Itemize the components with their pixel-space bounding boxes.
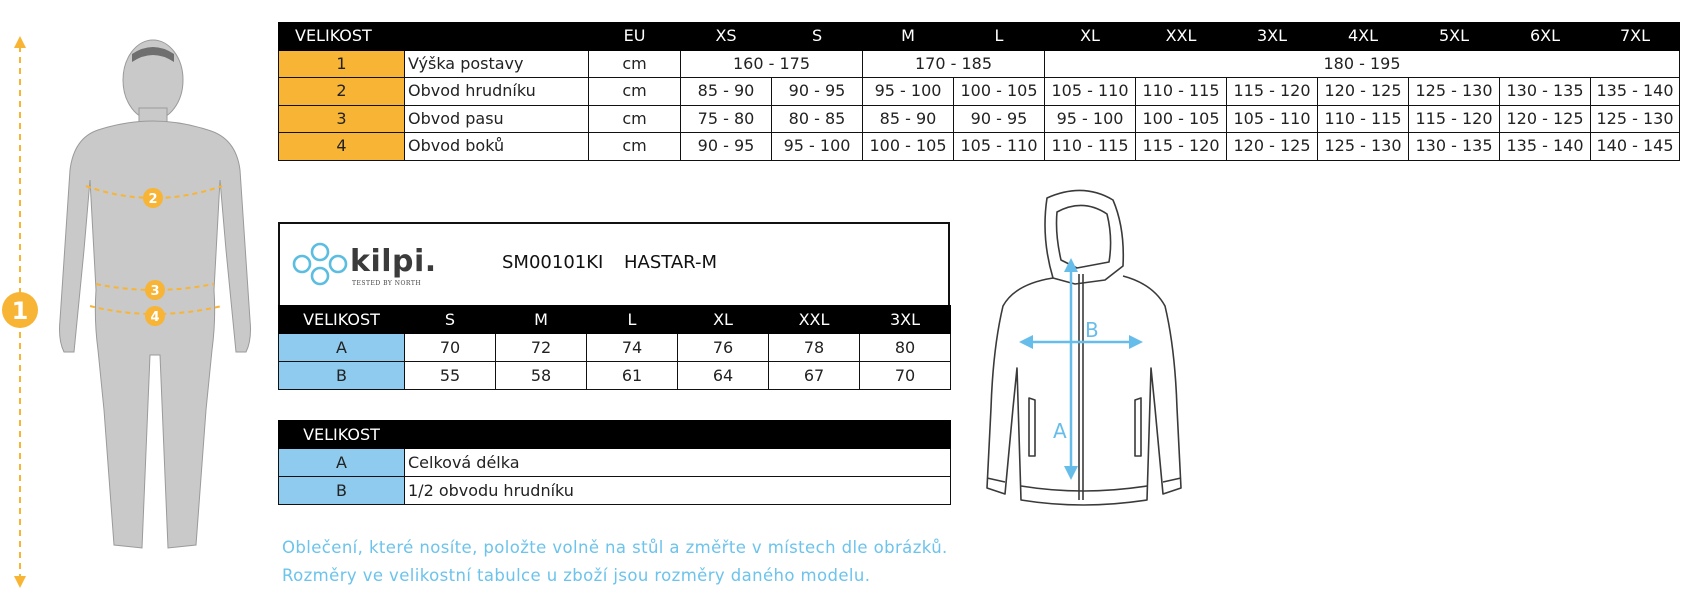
table-cell: 80 - 85 <box>772 105 863 133</box>
row-number: 2 <box>279 78 405 106</box>
table-cell: 76 <box>678 334 769 362</box>
svg-text:3: 3 <box>150 284 160 299</box>
table-cell: 135 - 140 <box>1500 133 1591 161</box>
table-cell: 61 <box>587 362 678 390</box>
table-cell: 55 <box>405 362 496 390</box>
height-arrow-bottom-icon <box>14 576 26 588</box>
row-label: Obvod hrudníku <box>405 78 589 106</box>
header-velikost: VELIKOST <box>279 306 405 334</box>
table-cell: 115 - 120 <box>1227 78 1318 106</box>
size-table-header <box>279 23 1680 51</box>
row-label: Obvod boků <box>405 133 589 161</box>
table-cell: 67 <box>769 362 860 390</box>
table-cell: 100 - 105 <box>1136 105 1227 133</box>
length-arrow <box>1064 258 1078 480</box>
jacket-label-a: A <box>1053 419 1067 443</box>
row-number: 1 <box>279 50 405 78</box>
table-cell: 70 <box>860 362 951 390</box>
legend-table-header <box>279 421 951 449</box>
table-cell: 72 <box>496 334 587 362</box>
row-unit: cm <box>589 78 681 106</box>
header-l: L <box>954 23 1045 51</box>
table-cell: 74 <box>587 334 678 362</box>
row-unit: cm <box>589 50 681 78</box>
table-cell: 110 - 115 <box>1136 78 1227 106</box>
header-s: S <box>405 306 496 334</box>
table-cell: 140 - 145 <box>1591 133 1680 161</box>
table-cell: 130 - 135 <box>1500 78 1591 106</box>
table-cell: 125 - 130 <box>1591 105 1680 133</box>
table-cell: 110 - 115 <box>1318 105 1409 133</box>
header-6xl: 6XL <box>1500 23 1591 51</box>
row-label: A <box>279 334 405 362</box>
header-eu: EU <box>589 23 681 51</box>
svg-text:1: 1 <box>11 297 29 325</box>
header-s: S <box>772 23 863 51</box>
table-cell: 130 - 135 <box>1409 133 1500 161</box>
header-xxl: XXL <box>769 306 860 334</box>
marker-2 <box>143 188 163 208</box>
header-xl: XL <box>678 306 769 334</box>
table-row <box>279 449 951 477</box>
header-m: M <box>863 23 954 51</box>
table-cell: 105 - 110 <box>1045 78 1136 106</box>
height-arrow-top-icon <box>14 36 26 48</box>
marker-4 <box>145 306 165 326</box>
table-cell: 85 - 90 <box>681 78 772 106</box>
table-row <box>279 362 951 390</box>
table-cell: 75 - 80 <box>681 105 772 133</box>
header-velikost: VELIKOST <box>279 421 405 449</box>
table-row <box>279 50 1680 78</box>
table-cell: 105 - 110 <box>1227 105 1318 133</box>
row-label: B <box>279 362 405 390</box>
row-number: 3 <box>279 105 405 133</box>
table-cell: 160 - 175 <box>681 50 863 78</box>
svg-text:4: 4 <box>150 310 160 325</box>
marker-1 <box>2 292 38 328</box>
chest-width-arrow <box>1019 335 1143 349</box>
table-cell: 135 - 140 <box>1591 78 1680 106</box>
table-cell: 70 <box>405 334 496 362</box>
size-table <box>278 22 1680 161</box>
table-cell: 78 <box>769 334 860 362</box>
row-unit: cm <box>589 133 681 161</box>
product-header <box>278 222 950 305</box>
table-cell: 58 <box>496 362 587 390</box>
jacket-label-b: B <box>1085 318 1099 342</box>
row-number: 4 <box>279 133 405 161</box>
brand-tagline: TESTED BY NORTH <box>352 280 422 287</box>
table-cell: 85 - 90 <box>863 105 954 133</box>
table-cell: 105 - 110 <box>954 133 1045 161</box>
product-name: HASTAR-M <box>624 252 717 273</box>
table-cell: 115 - 120 <box>1136 133 1227 161</box>
header-4xl: 4XL <box>1318 23 1409 51</box>
table-cell: 180 - 195 <box>1045 50 1680 78</box>
legend-table <box>278 420 951 505</box>
table-cell: 100 - 105 <box>863 133 954 161</box>
header-blank <box>405 421 951 449</box>
header-xl: XL <box>1045 23 1136 51</box>
marker-3 <box>145 280 165 300</box>
product-code: SM00101KI <box>502 252 604 273</box>
table-row <box>279 78 1680 106</box>
table-cell: 90 - 95 <box>681 133 772 161</box>
row-label: Obvod pasu <box>405 105 589 133</box>
row-description: 1/2 obvodu hrudníku <box>405 477 951 505</box>
table-row <box>279 133 1680 161</box>
header-l: L <box>587 306 678 334</box>
model-table-header <box>279 306 951 334</box>
table-cell: 95 - 100 <box>772 133 863 161</box>
model-size-table <box>278 305 951 390</box>
table-row <box>279 477 951 505</box>
table-cell: 90 - 95 <box>772 78 863 106</box>
header-m: M <box>496 306 587 334</box>
table-cell: 170 - 185 <box>863 50 1045 78</box>
header-xs: XS <box>681 23 772 51</box>
row-label: Výška postavy <box>405 50 589 78</box>
body-measurement-figure <box>0 0 270 593</box>
table-cell: 125 - 130 <box>1318 133 1409 161</box>
header-7xl: 7XL <box>1591 23 1680 51</box>
table-cell: 95 - 100 <box>863 78 954 106</box>
table-cell: 100 - 105 <box>954 78 1045 106</box>
svg-text:2: 2 <box>148 192 158 207</box>
table-row <box>279 334 951 362</box>
table-cell: 120 - 125 <box>1227 133 1318 161</box>
table-cell: 64 <box>678 362 769 390</box>
measure-note: Oblečení, které nosíte, položte volně na stůl a změřte v místech dle obrázků. <box>282 538 948 557</box>
table-cell: 80 <box>860 334 951 362</box>
table-cell: 115 - 120 <box>1409 105 1500 133</box>
header-3xl: 3XL <box>860 306 951 334</box>
row-label: A <box>279 449 405 477</box>
header-5xl: 5XL <box>1409 23 1500 51</box>
table-cell: 120 - 125 <box>1500 105 1591 133</box>
header-xxl: XXL <box>1136 23 1227 51</box>
jacket-measurement-figure <box>975 188 1195 523</box>
table-row <box>279 105 1680 133</box>
header-3xl: 3XL <box>1227 23 1318 51</box>
table-cell: 90 - 95 <box>954 105 1045 133</box>
table-cell: 125 - 130 <box>1409 78 1500 106</box>
row-description: Celková délka <box>405 449 951 477</box>
table-cell: 120 - 125 <box>1318 78 1409 106</box>
jacket-outline <box>987 190 1181 505</box>
model-note: Rozměry ve velikostní tabulce u zboží jsou rozměry daného modelu. <box>282 566 871 585</box>
table-cell: 110 - 115 <box>1045 133 1136 161</box>
table-cell: 95 - 100 <box>1045 105 1136 133</box>
brand-logo: kilpi. <box>350 244 437 279</box>
row-label: B <box>279 477 405 505</box>
row-unit: cm <box>589 105 681 133</box>
kilpi-knot-icon <box>288 242 352 286</box>
header-velikost: VELIKOST <box>279 23 589 51</box>
